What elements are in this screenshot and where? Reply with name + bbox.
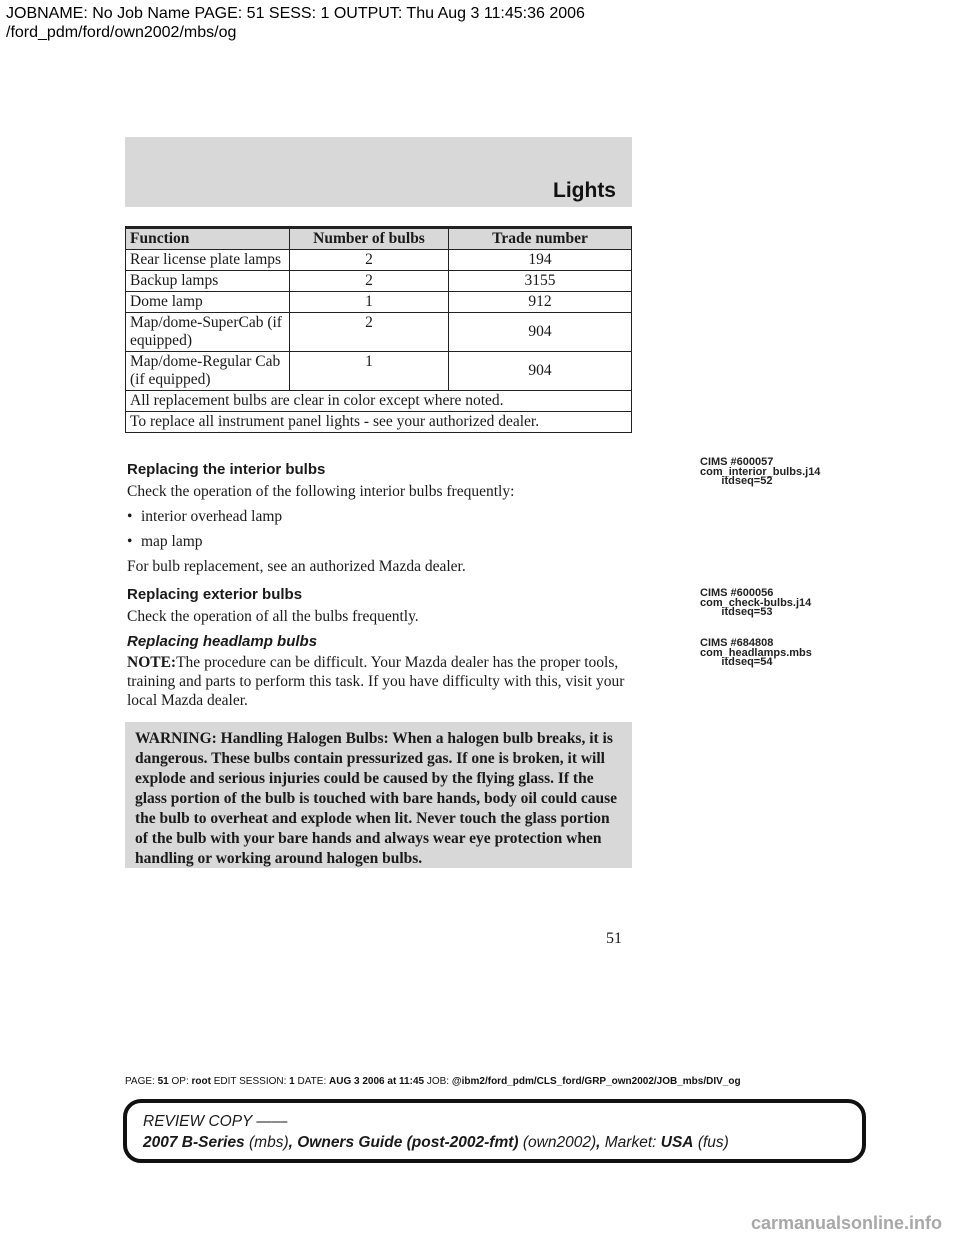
cell-trade: 194 — [449, 250, 632, 271]
interior-intro: Check the operation of the following interior bulbs frequently: — [127, 483, 515, 500]
job-header-line2: /ford_pdm/ford/own2002/mbs/og — [6, 24, 237, 41]
review-market-code: (fus) — [697, 1134, 729, 1151]
table-row — [126, 292, 632, 313]
page-body — [127, 459, 632, 713]
footer-op-value: root — [191, 1076, 211, 1087]
interior-outro: For bulb replacement, see an authorized Mazda dealer. — [127, 558, 466, 575]
note-text: The procedure can be difficult. Your Mazda dealer has the proper tools, training and parts to perform this task. If you have difficulty with this, visit your local Mazda dealer. — [127, 654, 625, 709]
section-header — [125, 137, 632, 207]
column-header-function: Function — [126, 228, 290, 250]
review-line1: REVIEW COPY —— — [143, 1113, 288, 1130]
footer-op-label: OP: — [171, 1076, 189, 1087]
exterior-heading: Replacing exterior bulbs — [127, 586, 303, 603]
table-note-row — [126, 412, 632, 433]
cims-tag: CIMS #684808 com_headlamps.mbs itdseq=54 — [700, 637, 812, 668]
list-item — [127, 506, 632, 528]
table-row — [126, 352, 632, 391]
interior-heading: Replacing the interior bulbs — [127, 461, 326, 478]
cell-trade: 904 — [449, 352, 632, 391]
bullet-icon: • — [127, 508, 133, 525]
cell-function: Map/dome-Regular Cab (if equipped) — [126, 352, 290, 391]
warning-box: WARNING: Handling Halogen Bulbs: When a halogen bulb breaks, it is dangerous. These bulbs contain pressurized gas. If one is broken, it will explode and serious injuries could be caused by the flying glass. If the glass portion of the bulb is touched with bare hands, body oil could cause the bulb to overheat and explode when lit. Never touch the glass portion of the bulb with your bare hands and always wear eye protection when handling or working around halogen bulbs. — [125, 722, 632, 868]
review-market-label: Market: — [604, 1134, 657, 1151]
cims-tag: CIMS #600056 com_check-bulbs.j14 itdseq=53 — [700, 587, 812, 618]
column-header-count: Number of bulbs — [290, 228, 449, 250]
table-row — [126, 313, 632, 352]
headlamp-note — [127, 653, 632, 710]
review-line2: 2007 B-Series (mbs), Owners Guide (post-2002-fmt) (own2002), Market: USA (fus) — [143, 1134, 729, 1151]
column-header-trade: Trade number — [449, 228, 632, 250]
footer-page-label: PAGE: — [125, 1076, 155, 1087]
footer-job-value: @ibm2/ford_pdm/CLS_ford/GRP_own2002/JOB_mbs/DIV_og — [451, 1076, 741, 1087]
footer-job-label: JOB: — [426, 1076, 450, 1087]
table-row — [126, 271, 632, 292]
review-market: USA — [660, 1134, 694, 1151]
job-header — [6, 4, 585, 42]
cell-count: 1 — [290, 352, 449, 391]
review-model-code: (mbs) — [249, 1134, 289, 1151]
watermark: carmanualsonline.info — [750, 1213, 942, 1233]
footer-session-label: EDIT SESSION: — [213, 1076, 287, 1087]
exterior-text: Check the operation of all the bulbs frequently. — [127, 608, 419, 625]
review-model: 2007 B-Series — [143, 1134, 245, 1151]
footer-page-value: 51 — [157, 1076, 169, 1087]
review-guide: Owners Guide (post-2002-fmt) — [297, 1134, 519, 1151]
footer-date-label: DATE: — [297, 1076, 327, 1087]
bullet-icon: • — [127, 533, 133, 550]
cell-count: 2 — [290, 313, 449, 352]
cell-trade: 3155 — [449, 271, 632, 292]
review-copy-box — [123, 1099, 866, 1163]
review-guide-code: (own2002) — [522, 1134, 597, 1151]
table-note: All replacement bulbs are clear in color except where noted. — [126, 391, 632, 412]
cell-function: Rear license plate lamps — [126, 250, 290, 271]
job-header-line1: JOBNAME: No Job Name PAGE: 51 SESS: 1 OUTPUT: Thu Aug 3 11:45:36 2006 — [6, 5, 585, 22]
list-item — [127, 531, 632, 553]
footer-date-value: AUG 3 2006 at 11:45 — [329, 1076, 425, 1087]
table-header-row — [126, 228, 632, 250]
page-number: 51 — [606, 930, 622, 947]
headlamp-heading: Replacing headlamp bulbs — [127, 633, 318, 650]
cell-trade: 912 — [449, 292, 632, 313]
cell-trade: 904 — [449, 313, 632, 352]
bulb-table — [125, 226, 632, 433]
cell-function: Map/dome-SuperCab (if equipped) — [126, 313, 290, 352]
table-note-row — [126, 391, 632, 412]
list-item-text: interior overhead lamp — [141, 508, 283, 525]
cell-count: 2 — [290, 250, 449, 271]
note-label: NOTE: — [127, 654, 177, 671]
cell-function: Backup lamps — [126, 271, 290, 292]
section-title: Lights — [553, 179, 616, 202]
cell-count: 2 — [290, 271, 449, 292]
footer-session-value: 1 — [289, 1076, 295, 1087]
table-row — [126, 250, 632, 271]
cell-count: 1 — [290, 292, 449, 313]
footer-info — [125, 1076, 741, 1087]
cims-tag: CIMS #600057 com_interior_bulbs.j14 itdseq=52 — [700, 456, 821, 487]
cell-function: Dome lamp — [126, 292, 290, 313]
list-item-text: map lamp — [141, 533, 203, 550]
table-note: To replace all instrument panel lights - see your authorized dealer. — [126, 412, 632, 433]
